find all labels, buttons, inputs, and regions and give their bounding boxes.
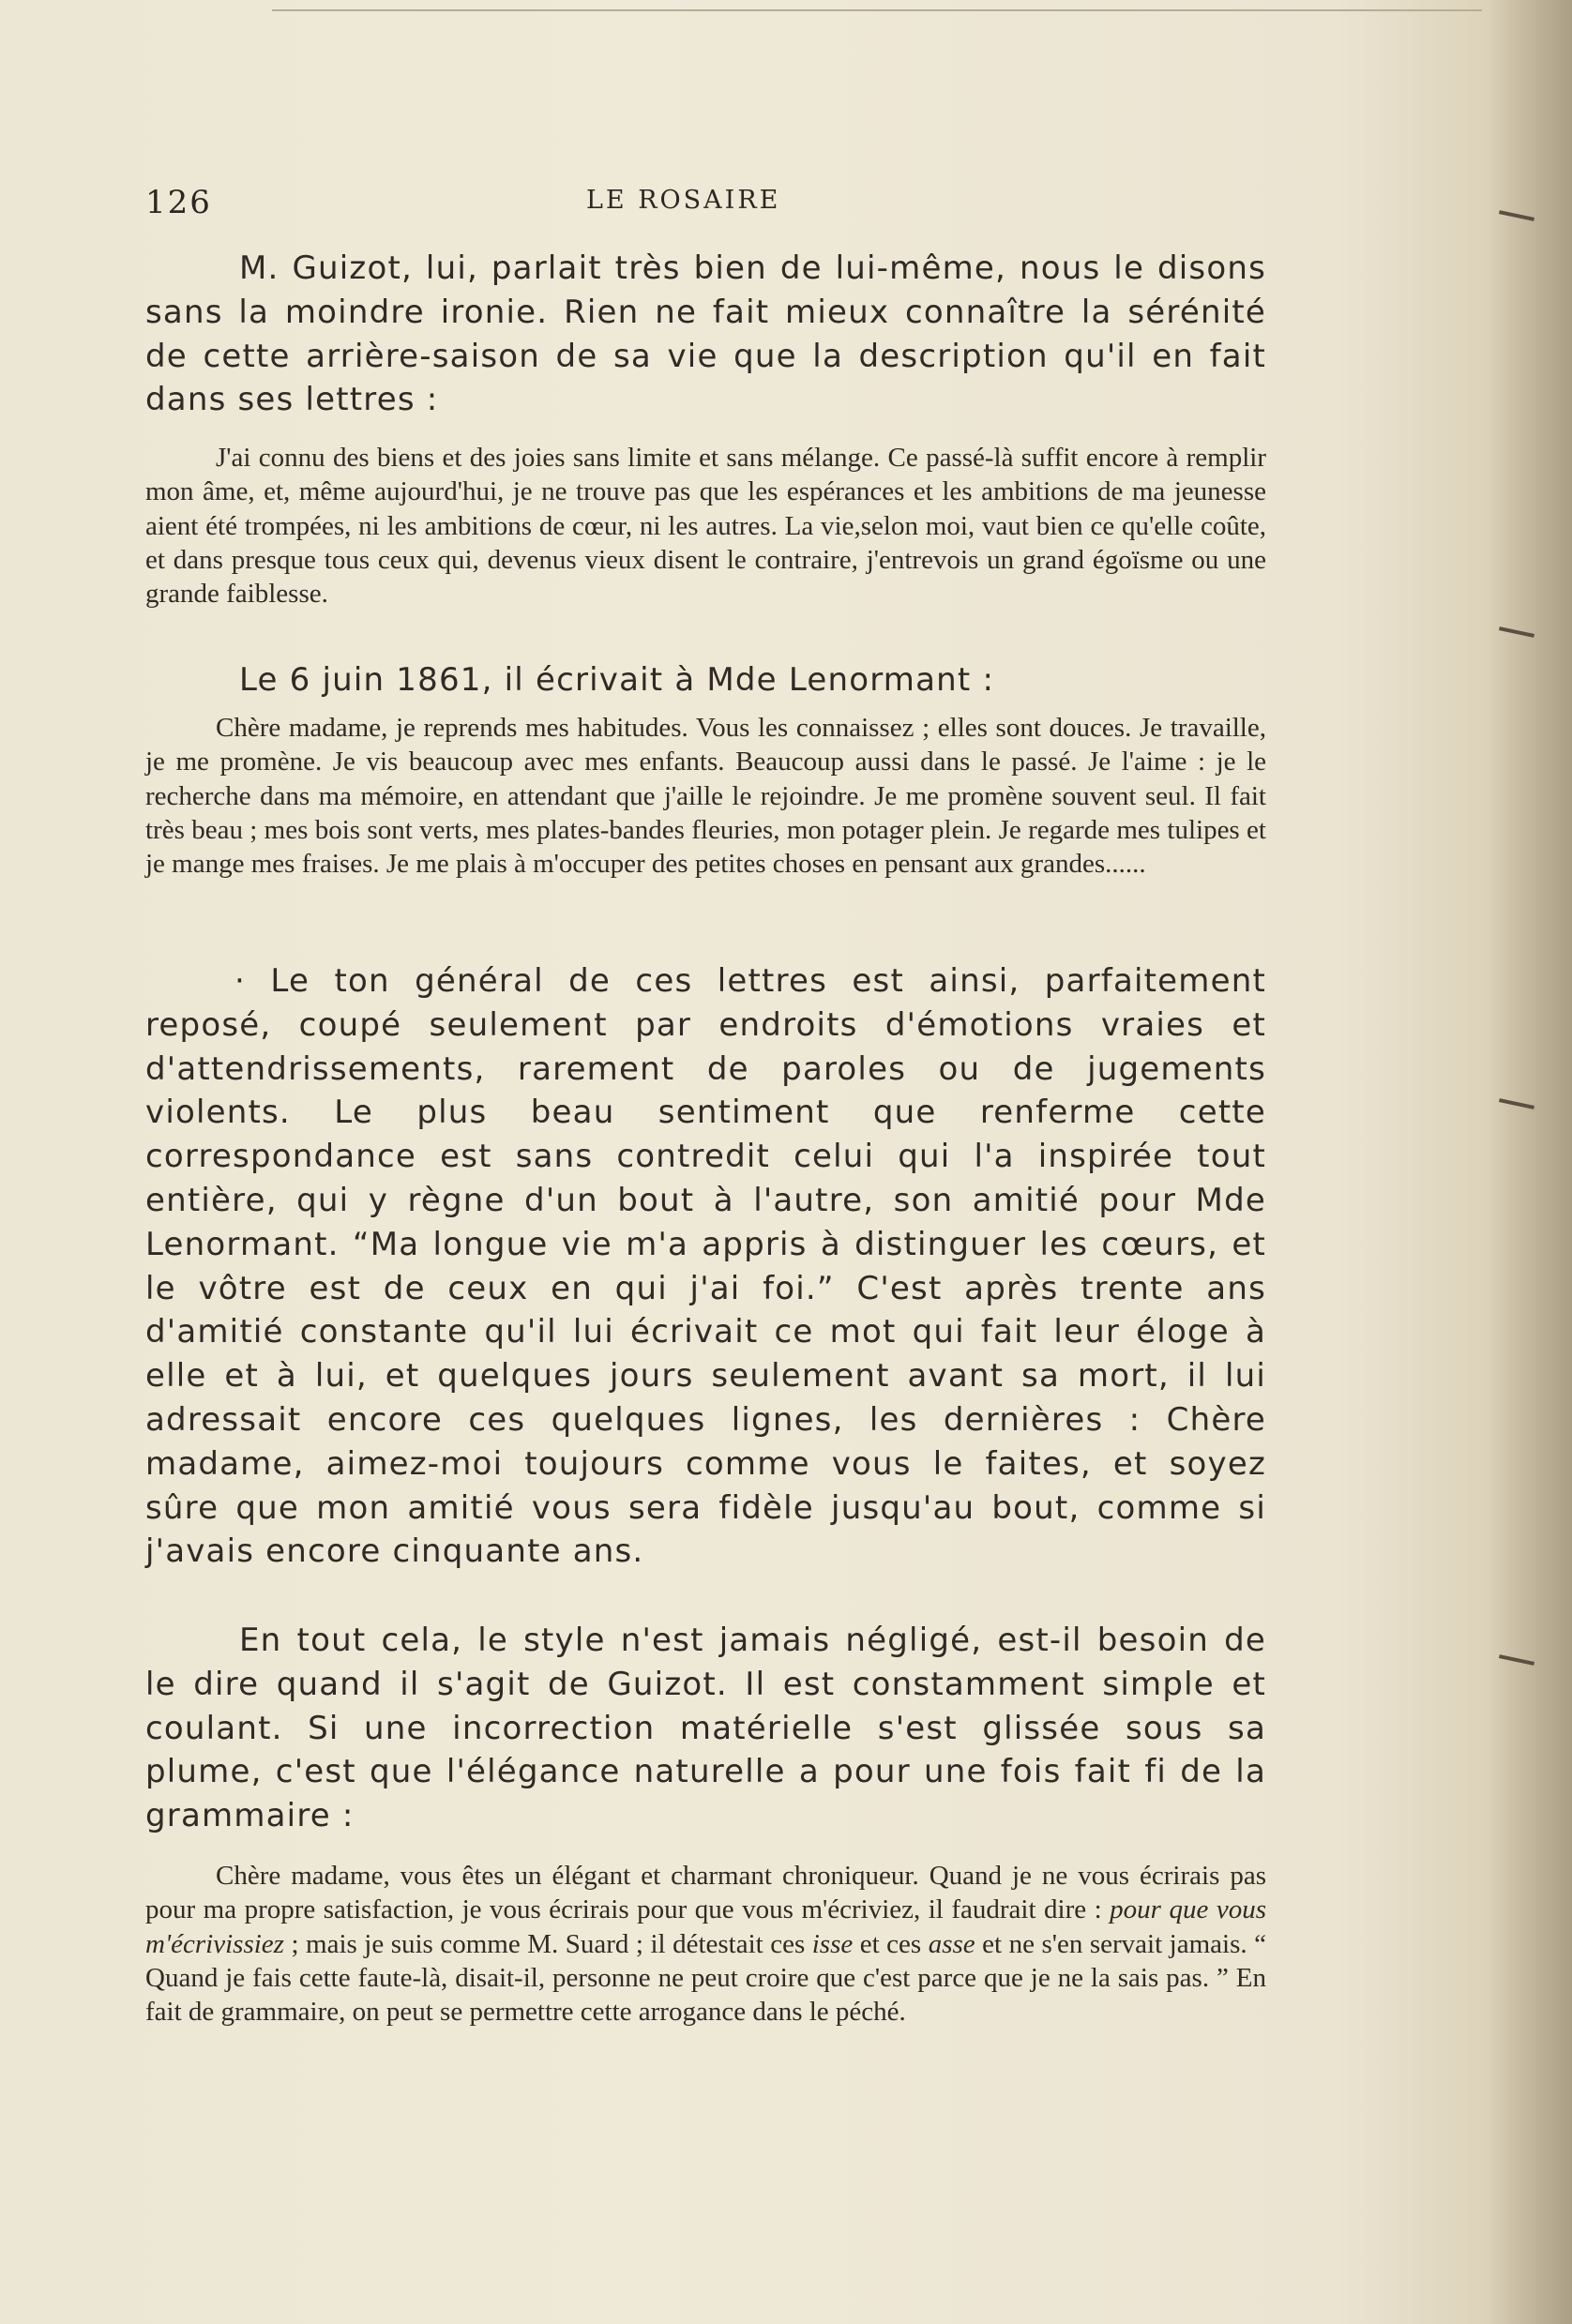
- paragraph-3: [145, 959, 1266, 1574]
- paragraph-text: Le 6 juin 1861, il écrivait à Mde Lenormant :: [239, 661, 995, 699]
- paragraph-text: En tout cela, le style n'est jamais négligé, est-il besoin de le dire quand il s'agit de Guizot. Il est constamment simple et coulant. Si une incorrection matérielle s'est glissée sous sa plume, c'est que l'élégance naturelle a pour une fois fait fi de la grammaire :: [145, 1622, 1266, 1835]
- quote-3: [145, 1859, 1266, 2029]
- quote-segment: et ces: [853, 1928, 929, 1959]
- paragraph-4: [145, 1619, 1266, 1838]
- paragraph-text: · Le ton général de ces lettres est ainsi, parfaitement reposé, coupé seulement par endroits d'émotions vraies et d'attendrissements, rarement de paroles ou de jugements violents. Le plus beau sentiment que renferme cette correspondance est sans contredit celui qui l'a inspirée tout entière, qui y règne d'un bout à l'autre, son amitié pour Mde Lenormant. “Ma longue vie m'a appris à distinguer les cœurs, et le vôtre est de ceux en qui j'ai foi.” C'est après trente ans d'amitié constante qu'il lui écrivait ce mot qui fait leur éloge à elle et à lui, et quelques jours seulement avant sa mort, il lui adressait encore ces quelques lignes, les dernières : Chère madame, aimez-moi toujours comme vous le faites, et soyez sûre que mon amitié vous sera fidèle jusqu'au bout, comme si j'avais encore cinquante ans.: [145, 962, 1266, 1571]
- top-edge-rule: [272, 9, 1482, 11]
- paragraph-1: [145, 247, 1266, 422]
- quote-italic: isse: [811, 1928, 854, 1959]
- paragraph-text: M. Guizot, lui, parlait très bien de lui-même, nous le disons sans la moindre ironie. Rien ne fait mieux connaître la sérénité de cette arrière-saison de sa vie que la description qu'il en fait dans ses lettres :: [145, 249, 1266, 419]
- paragraph-2: [145, 658, 1266, 702]
- page-binding-shadow: [1488, 0, 1572, 2324]
- quote-italic: asse: [928, 1928, 975, 1959]
- quote-segment: Chère madame, vous êtes un élégant et charmant chroniqueur. Quand je ne vous écrirais pas pour ma propre satisfaction, je vous écrirais pour que vous m'écriviez, il faudrait dire :: [145, 1861, 1266, 1925]
- quote-1: [145, 441, 1266, 611]
- quote-segment: ; mais je suis comme M. Suard ; il détestait ces: [283, 1928, 812, 1959]
- quote-segment: et ne s'en servait jamais. “ Quand je fais cette faute-là, disait-il, personne ne peut croire que c'est parce que je ne la sais pas. ” En fait de grammaire, on peut se permettre cette arrogance dans le péché.: [145, 1928, 1266, 2028]
- quote-text: J'ai connu des biens et des joies sans limite et sans mélange. Ce passé-là suffit encore à remplir mon âme, et, même aujourd'hui, je ne trouve pas que les espérances et les ambitions de ma jeunesse aient été trompées, ni les ambitions de cœur, ni les autres. La vie,selon moi, vaut bien ce qu'elle coûte, et dans presque tous ceux qui, devenus vieux disent le contraire, j'entrevois un grand égoïsme ou une grande faiblesse.: [145, 443, 1266, 610]
- running-title: LE ROSAIRE: [586, 186, 781, 215]
- quote-text: Chère madame, je reprends mes habitudes. Vous les connaissez ; elles sont douces. Je travaille, je me promène. Je vis beaucoup avec mes enfants. Beaucoup aussi dans le passé. Je l'aime : je le recherche dans ma mémoire, en attendant que j'aille le rejoindre. Je me promène souvent seul. Il fait très beau ; mes bois sont verts, mes plates-bandes fleuries, mon potager plein. Je regarde mes tulipes et je mange mes fraises. Je me plais à m'occuper des petites choses en pensant aux grandes......: [145, 713, 1266, 880]
- quote-2: [145, 711, 1266, 881]
- page-number: 126: [145, 184, 212, 221]
- quote-text: [145, 1859, 1266, 2029]
- page-header: [145, 184, 1280, 221]
- quote-italic: pour que vous m'écrivissiez: [145, 1894, 1266, 1959]
